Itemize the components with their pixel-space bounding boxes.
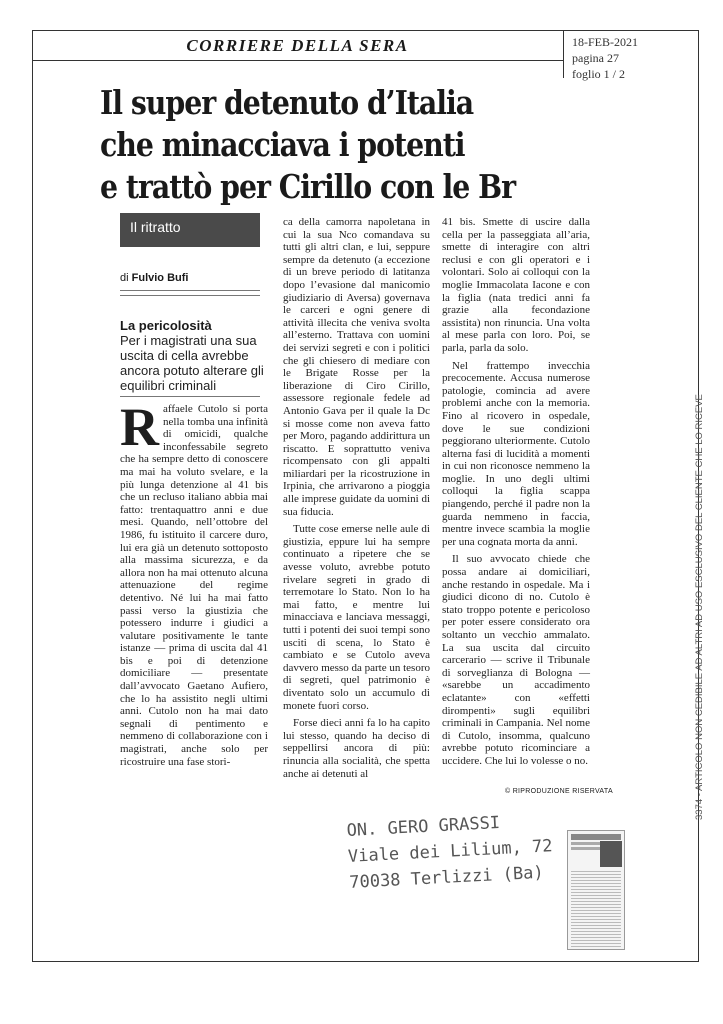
summary-text: Per i magistrati una sua uscita di cella avrebbe ancora potuto alterare gli equilibri criminali xyxy=(120,333,264,393)
thumbnail-text xyxy=(571,871,621,947)
byline-prefix: di xyxy=(120,272,132,284)
article-column-2 xyxy=(283,216,430,785)
summary-title: La pericolosità xyxy=(120,318,212,333)
article-column-3 xyxy=(442,216,590,773)
article-column-1 xyxy=(120,397,268,773)
article-paragraph xyxy=(120,397,268,768)
clipping-page: pagina 27 xyxy=(572,51,619,65)
stamp-line-3: 70038 Terlizzi (Ba) xyxy=(348,862,545,893)
headline-line-1: Il super detenuto d’Italia xyxy=(100,83,474,122)
clipping-date: 18-FEB-2021 xyxy=(572,35,638,49)
article-paragraph: Il suo avvocato chiede che possa andare ai domiciliari, anche restando in ospedale. Ma i giudici dicono di no. Cutolo è stato troppo potente e pericoloso per poter essere considerato ora soltanto un vecchio ammalato. La sua uscita dal circuito carcerario — scrive il Tribunale di sorveglianza di Bologna — «sarebbe un accadimento eclatante» con «effetti dirompenti» sugli equilibri criminali in Campania. Nel nome di Cutolo, insomma, qualcuno avrebbe potuto ricominciare a uccidere. Che lui lo volesse o no. xyxy=(442,553,590,767)
thumbnail-photo xyxy=(600,841,622,867)
header-vertical-divider xyxy=(563,30,564,78)
headline-line-3: e trattò per Cirillo con le Br xyxy=(100,167,516,206)
article-text: affaele Cutolo si porta nella tomba una infinità di omicidi, qualche inconfessabile segreto che ha sempre detto di conoscere ma mai ha voluto svelare, e la più lunga detenzione al 41 bis che un recluso italiano abbia mai fatto: trentaquattro anni e due mesi. Quando, nell’ottobre del 1986, fu istituito il carcere duro, lui era già un detenuto sottoposto alla massima sicurezza, e da allora non ha mai ottenuto alcuna attenuazione del regime detentivo. Né lui ha mai fatto passi verso la giustizia che potessero indurre i giudici a valutare positivamente le tante istanze — prima di uscita dal 41 bis e poi di detenzione domiciliare — presentate dall’avvocato Gaetano Aufiero, che lo ha assistito negli ultimi anni. Cutolo non ha mai dato segnali di pentimento e nemmeno di collaborazione con i magistrati, anche solo per ricostruire una fase stori- xyxy=(120,403,268,768)
stamp-line-2: Viale dei Lilium, 72 xyxy=(347,836,553,867)
byline-rule xyxy=(120,290,260,291)
header-divider xyxy=(32,60,564,61)
section-label: Il ritratto xyxy=(120,213,260,247)
article-headline xyxy=(100,82,582,208)
distribution-notice: 3374 - ARTICOLO NON CEDIBILE AD ALTRI AD USO ESCLUSIVO DEL CLIENTE CHE LO RICEVE xyxy=(694,394,705,820)
stamp-line-1: ON. GERO GRASSI xyxy=(346,812,501,841)
article-paragraph: ca della camorra napoletana in cui la sua Nco comandava su tutti gli altri clan, e lui, seppure sempre da detenuto (a eccezione di un breve periodo di latitanza dopo l’evasione dal manicomio giudiziario di Aversa) governava le carceri e ogni genere di attività illecita che veniva svolta all’esterno. Trattava con uomini dei servizi segreti e con i politici che gli chiesero di mediare con le Brigate Rosse per la liberazione di Ciro Cirillo, assessore regionale fedele ad Antonio Gava per il quale la Dc si mosse come non aveva fatto per Moro, pagando addirittura un riscatto. E soprattutto veniva ricompensato con gli appalti miliardari per la ricostruzione in Irpinia, che arrivarono a pioggia alle imprese guidate da uomini di sua fiducia. xyxy=(283,216,430,518)
article-paragraph: Tutte cose emerse nelle aule di giustizia, eppure lui ha sempre continuato a ripetere che se avesse voluto, avrebbe potuto rivelare segreti in grado di terremotare lo Stato. Non lo ha mai fatto, e mentre lui minacciava e lanciava messaggi, tutti i potenti dei suoi tempi sono usciti di scena, lo Stato è cambiato e se Cutolo aveva davvero messo da parte un tesoro di segreti, quel patrimonio è diventato solo un accumulo di monete fuori corso. xyxy=(283,523,430,712)
newspaper-masthead: CORRIERE DELLA SERA xyxy=(186,36,409,55)
article-paragraph: 41 bis. Smette di uscire dalla cella per la passeggiata all’aria, smette di interagire con altri reclusi e con gli operatori e i volontari. Solo ai colloqui con la moglie Immacolata Iacone e con la figlia (nata tredici anni fa grazie alla fecondazione assistita) non rinuncia. Una volta al mese parla con loro. Poi, se parla, parla da solo. xyxy=(442,216,590,354)
article-paragraph: Forse dieci anni fa lo ha capito lui stesso, quando ha deciso di seppellirsi ancora di più: rinuncia alla socialità, che spetta anche ai detenuti al xyxy=(283,717,430,780)
byline xyxy=(120,272,188,284)
byline-rule-secondary xyxy=(120,295,260,296)
drop-cap: R xyxy=(120,397,159,457)
clipping-meta xyxy=(572,34,638,82)
headline-line-2: che minacciava i potenti xyxy=(100,125,465,164)
byline-author: Fulvio Bufi xyxy=(131,272,189,284)
address-stamp xyxy=(346,808,553,896)
article-paragraph: Nel frattempo invecchia precocemente. Accusa numerose patologie, comincia ad avere problemi anche con la memoria. Fino al ricovero in ospedale, dove le sue condizioni peggiorano ulteriormente. Cutolo alterna fasi di lucidità a momenti in cui non riconosce nemmeno la moglie. In uno degli ultimi colloqui la figlia scappa piangendo, perché il padre non la guarda nemmeno in faccia, mentre invece scambia la moglie per una cognata morta da anni. xyxy=(442,359,590,548)
reproduction-notice: © RIPRODUZIONE RISERVATA xyxy=(505,788,613,795)
page-thumbnail xyxy=(567,830,625,950)
clipping-sheet: foglio 1 / 2 xyxy=(572,67,625,81)
thumbnail-header xyxy=(571,834,621,840)
